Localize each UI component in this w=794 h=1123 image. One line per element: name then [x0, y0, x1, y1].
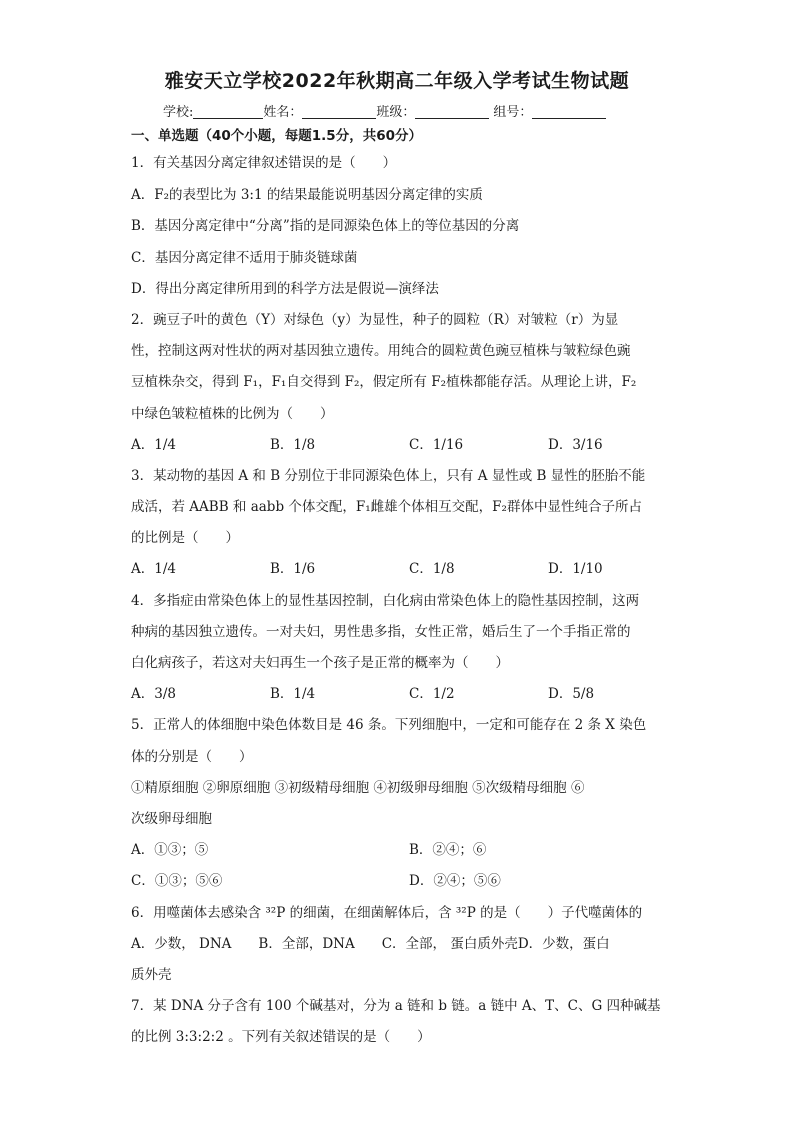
question-4-line-1: 4．多指症由常染色体上的显性基因控制，白化病由常染色体上的隐性基因控制，这两 [131, 593, 640, 609]
question-2-option-b: B．1/8 [270, 437, 316, 453]
question-3-line-2: 成活，若 AABB 和 aabb 个体交配，F₁雌雄个体相互交配，F₂群体中显性纯合子所占 [131, 499, 642, 515]
group-blank[interactable] [532, 104, 606, 119]
question-7-line-1: 7．某 DNA 分子含有 100 个碱基对，分为 a 链和 b 链。a 链中 A、T、C、G 四种碱基 [131, 998, 661, 1014]
question-7-line-2: 的比例 3:3:2:2 。下列有关叙述错误的是（ ） [131, 1029, 431, 1045]
question-5-line-3: ①精原细胞 ②卵原细胞 ③初级精母细胞 ④初级卵母细胞 ⑤次级精母细胞 ⑥ [131, 780, 585, 796]
question-2-line-3: 豆植株杂交，得到 F₁，F₁自交得到 F₂，假定所有 F₂植株都能存活。从理论上讲，F₂ [131, 374, 637, 390]
student-info-row [163, 101, 606, 120]
question-2-option-c: C．1/16 [409, 437, 464, 453]
question-4-option-b: B．1/4 [270, 686, 316, 702]
question-3-option-d: D．1/10 [548, 561, 603, 577]
question-5-option-a: A．①③；⑤ [131, 842, 209, 858]
question-5-line-4: 次级卵母细胞 [131, 811, 212, 827]
question-3-line-3: 的比例是（ ） [131, 530, 239, 546]
question-1-stem: 1．有关基因分离定律叙述错误的是（ ） [131, 155, 397, 171]
question-1-option-c: C．基因分离定律不适用于肺炎链球菌 [131, 250, 358, 266]
question-5-line-1: 5．正常人的体细胞中染色体数目是 46 条。下列细胞中，一定和可能存在 2 条 X 染色 [131, 717, 647, 733]
group-label: 组号： [493, 105, 533, 120]
question-2-line-2: 性，控制这两对性状的两对基因独立遗传。用纯合的圆粒黄色豌豆植株与皱粒绿色豌 [131, 343, 631, 359]
question-2-option-d: D．3/16 [548, 437, 603, 453]
school-label: 学校: [163, 105, 194, 120]
question-2-option-a: A．1/4 [131, 437, 176, 453]
question-6-line-2: A．少数， DNA B．全部，DNA C．全部， 蛋白质外壳D．少数，蛋白 [131, 936, 610, 952]
question-4-option-a: A．3/8 [131, 686, 176, 702]
question-4-line-2: 种病的基因独立遗传。一对夫妇，男性患多指，女性正常，婚后生了一个手指正常的 [131, 624, 631, 640]
school-blank[interactable] [193, 104, 263, 119]
question-6-line-1: 6．用噬菌体去感染含 ³²P 的细菌，在细菌解体后，含 ³²P 的是（ ）子代噬菌体的 [131, 905, 643, 921]
question-4-option-c: C．1/2 [409, 686, 455, 702]
page-title: 雅安天立学校2022年秋期高二年级入学考试生物试题 [164, 70, 630, 92]
question-1-option-a: A．F₂的表型比为 3:1 的结果最能说明基因分离定律的实质 [131, 187, 483, 203]
question-4-option-d: D．5/8 [548, 686, 595, 702]
question-2-line-4: 中绿色皱粒植株的比例为（ ） [131, 406, 334, 422]
class-label: 班级： [376, 105, 416, 120]
question-3-option-a: A．1/4 [131, 561, 176, 577]
name-blank[interactable] [302, 104, 376, 119]
question-5-option-c: C．①③；⑤⑥ [131, 873, 223, 889]
question-5-line-2: 体的分别是（ ） [131, 749, 253, 765]
question-3-line-1: 3．某动物的基因 A 和 B 分别位于非同源染色体上，只有 A 显性或 B 显性的胚胎不能 [131, 468, 646, 484]
question-2-line-1: 2．豌豆子叶的黄色（Y）对绿色（y）为显性，种子的圆粒（R）对皱粒（r）为显 [131, 312, 619, 328]
question-5-option-b: B．②④；⑥ [409, 842, 487, 858]
question-1-option-d: D．得出分离定律所用到的科学方法是假说—演绎法 [131, 281, 439, 297]
name-label: 姓名： [263, 105, 303, 120]
question-4-line-3: 白化病孩子，若这对夫妇再生一个孩子是正常的概率为（ ） [131, 655, 509, 671]
question-6-line-3: 质外壳 [131, 967, 172, 983]
class-blank[interactable] [415, 104, 489, 119]
question-3-option-c: C．1/8 [409, 561, 455, 577]
section-heading: 一、单选题（40个小题，每题1.5分，共60分） [131, 128, 422, 144]
question-5-option-d: D．②④；⑤⑥ [409, 873, 501, 889]
question-3-option-b: B．1/6 [270, 561, 316, 577]
question-1-option-b: B．基因分离定律中“分离”指的是同源染色体上的等位基因的分离 [131, 218, 520, 234]
